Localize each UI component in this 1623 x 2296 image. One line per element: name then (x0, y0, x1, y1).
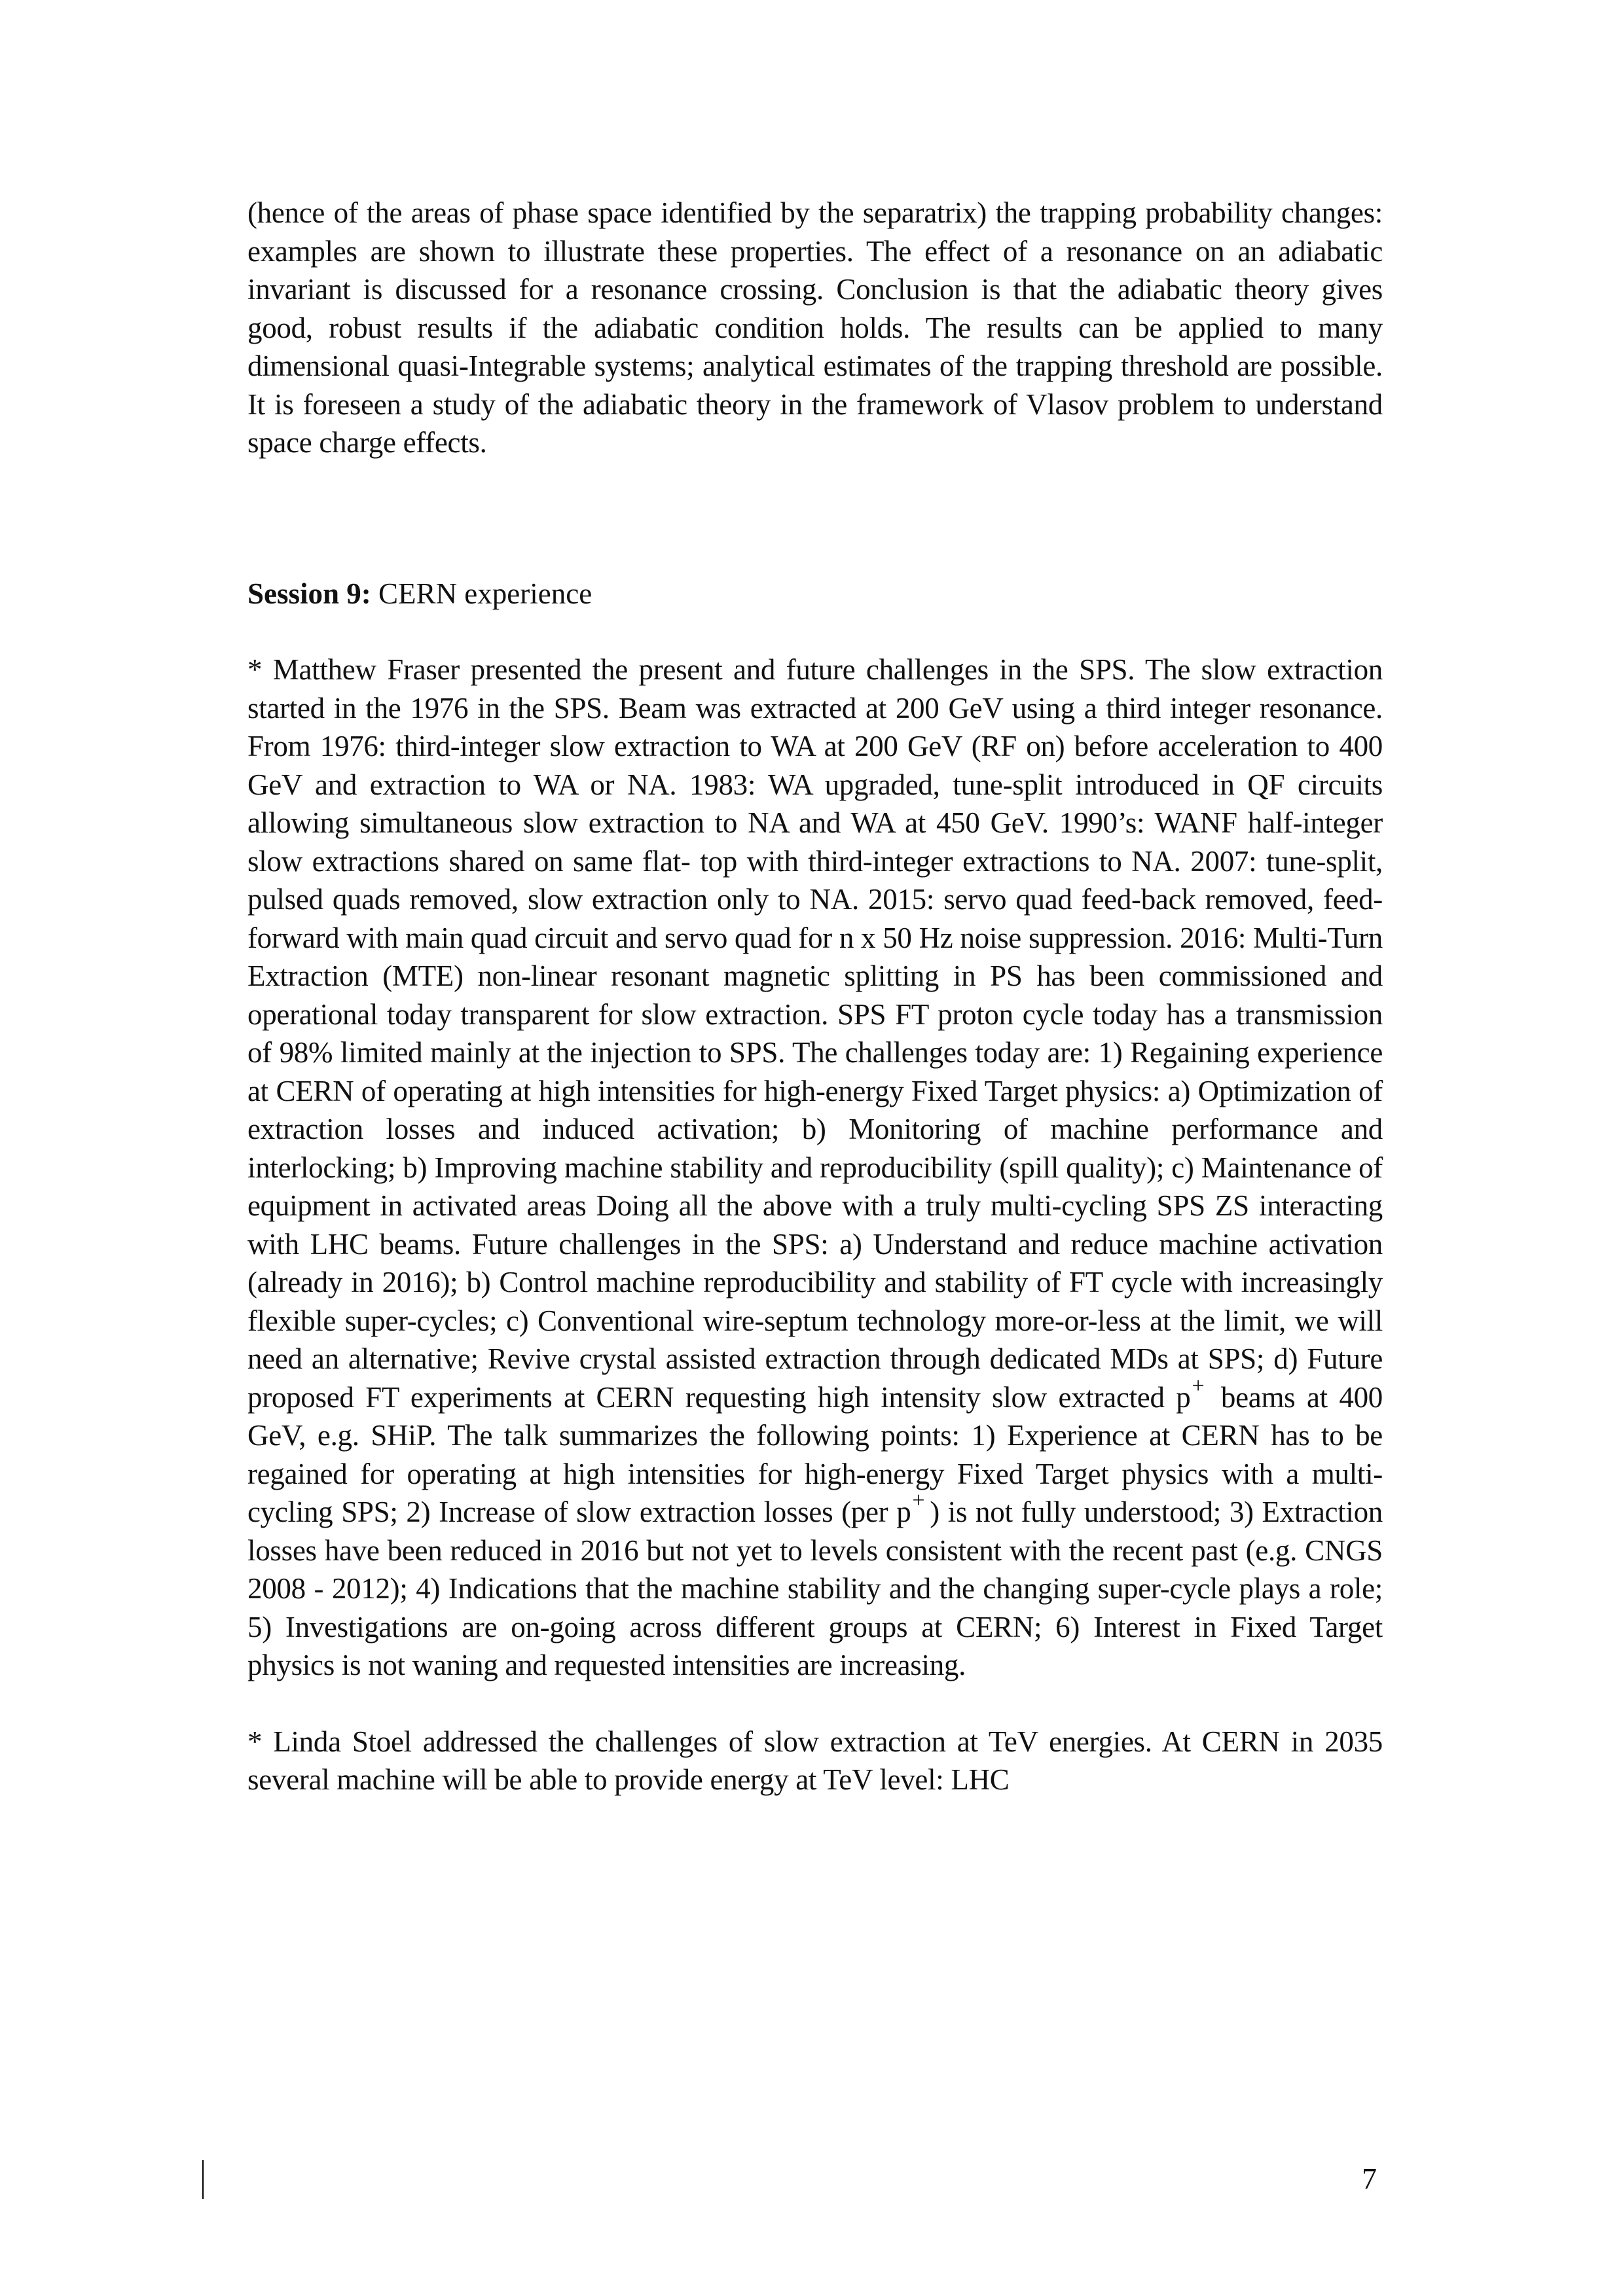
session-title: CERN experience (371, 577, 593, 610)
fraser-text-part3: ) is not fully understood; 3) Extraction losses have been reduced in 2016 but not yet to levels consistent with the recent past (e.g. CNGS 2008 - 2012); 4) Indications that the machine stability and the changing super-cycle plays a role; 5) Investigations are on-going across different groups at CERN; 6) Interest in Fixed Target physics is not waning and requested intensities are increasing. (247, 1496, 1383, 1681)
stoel-paragraph: * Linda Stoel addressed the challenges of slow extraction at TeV energies. At CERN in 2035 several machine will be able to provide energy at TeV level: LHC (247, 1725, 1383, 1796)
proton-superscript: + (912, 1488, 925, 1513)
fraser-text-part2: beams at 400 GeV, e.g. SHiP. The talk summarizes the following points: 1) Experience at CERN has to be regained for operating at high intensities for high-energy Fixed Target physics with a multi-cycling SPS; 2) Increase of slow extraction losses (per p (247, 1380, 1383, 1528)
fraser-paragraph (247, 651, 1383, 1685)
proton-superscript: + (1192, 1373, 1205, 1398)
document-page (247, 194, 1383, 1799)
section-spacer (247, 462, 1383, 575)
fraser-text-part1: * Matthew Fraser presented the present and future challenges in the SPS. The slow extraction started in the 1976 in the SPS. Beam was extracted at 200 GeV using a third integer resonance. From 1976: third-integer slow extraction to WA at 200 GeV (RF on) before acceleration to 400 GeV and extraction to WA or NA. 1983: WA upgraded, tune-split introduced in QF circuits allowing simultaneous slow extraction to NA and WA at 450 GeV. 1990’s: WANF half-integer slow extractions shared on same flat- top with third-integer extractions to NA. 2007: tune-split, pulsed quads removed, slow extraction only to NA. 2015: servo quad feed-back removed, feed-forward with main quad circuit and servo quad for n x 50 Hz noise suppression. 2016: Multi-Turn Extraction (MTE) non-linear resonant magnetic splitting in PS has been commissioned and operational today transparent for slow extraction. SPS FT proton cycle today has a transmission of 98% limited mainly at the injection to SPS. The challenges today are: 1) Regaining experience at CERN of operating at high intensities for high-energy Fixed Target physics: a) Optimization of extraction losses and induced activation; b) Monitoring of machine performance and interlocking; b) Improving machine stability and reproducibility (spill quality); c) Maintenance of equipment in activated areas Doing all the above with a truly multi-cycling SPS ZS interacting with LHC beams. Future challenges in the SPS: a) Understand and reduce machine activation (already in 2016); b) Control machine reproducibility and stability of FT cycle with increasingly flexible super-cycles; c) Conventional wire-septum technology more-or-less at the limit, we will need an alternative; Revive crystal assisted extraction through dedicated MDs at SPS; d) Future proposed FT experiments at CERN requesting high intensity slow extracted p (247, 653, 1383, 1414)
session-heading (247, 575, 1383, 613)
page-number: 7 (1362, 2162, 1377, 2195)
intro-paragraph: (hence of the areas of phase space identified by the separatrix) the trapping probability changes: examples are shown to illustrate these properties. The effect of a resonance on an adiabatic invariant is discussed for a resonance crossing. Conclusion is that the adiabatic theory gives good, robust results if the adiabatic condition holds. The results can be applied to many dimensional quasi-Integrable systems; analytical estimates of the trapping threshold are possible. It is foreseen a study of the adiabatic theory in the framework of Vlasov problem to understand space charge effects. (247, 196, 1383, 459)
paragraph-spacer (247, 1685, 1383, 1723)
heading-spacer (247, 613, 1383, 651)
change-bar (202, 2160, 204, 2199)
session-label: Session 9: (247, 577, 371, 610)
